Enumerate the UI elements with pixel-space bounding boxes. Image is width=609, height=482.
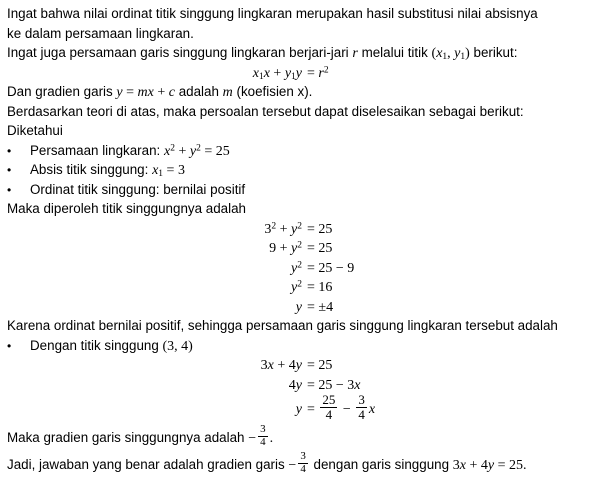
equation-line xyxy=(7,219,609,239)
math-literal: . xyxy=(269,431,274,446)
equation-right-side xyxy=(302,277,332,298)
math-literal: = 3 xyxy=(163,163,185,178)
paragraph-line xyxy=(7,451,609,478)
text-run: ke dalam persamaan lingkaran. xyxy=(7,25,194,41)
subscript: 1 xyxy=(291,71,296,82)
math-variable: x xyxy=(354,377,361,393)
text-run: Maka gradien garis singgungnya adalah xyxy=(7,430,249,445)
math-variable: y xyxy=(291,241,298,256)
text-run: Persamaan lingkaran: xyxy=(30,142,164,158)
text-run: (koefisien x). xyxy=(232,84,313,99)
math-variable: y xyxy=(291,260,298,276)
text-run: melalui titik xyxy=(357,45,432,60)
subscript: 1 xyxy=(460,52,466,62)
equation-line xyxy=(7,258,609,278)
math-variable: y xyxy=(295,358,302,373)
math-variable: c xyxy=(168,85,175,100)
text-run: Ingat juga persamaan garis singgung lingkaran berjari-jari xyxy=(7,45,353,60)
math-variable: x xyxy=(152,163,159,178)
paragraph-line xyxy=(7,82,609,102)
math-literal: = 25 xyxy=(307,221,333,237)
equation-left-side xyxy=(7,277,302,298)
fraction-numerator: 25 xyxy=(322,392,336,408)
math-literal: 9 + xyxy=(269,241,292,256)
math-literal: 3 xyxy=(452,458,460,473)
equation-left-side xyxy=(7,375,302,396)
superscript: 2 xyxy=(297,279,302,290)
equation-left-side xyxy=(7,297,302,318)
math-literal: + xyxy=(269,65,285,81)
bullet-text xyxy=(30,160,185,181)
equation-line xyxy=(7,355,609,375)
math-variable: y xyxy=(116,85,123,100)
fraction-denominator: 4 xyxy=(358,406,365,422)
paragraph-line xyxy=(7,316,609,336)
paragraph-line xyxy=(7,199,609,219)
math-literal: = 25 xyxy=(200,143,230,159)
equation-right-side xyxy=(302,219,332,240)
math-literal: , xyxy=(447,46,455,61)
equation-left-side xyxy=(7,394,302,425)
text-run: Karena ordinat bernilai positif, sehingga persamaan garis singgung lingkaran tersebut adalah xyxy=(7,318,558,333)
math-variable: y xyxy=(295,299,302,315)
fraction-denominator: 4 xyxy=(320,407,337,422)
fraction-numerator: 3 xyxy=(300,450,306,463)
paragraph-line xyxy=(7,424,609,451)
text-run: Absis titik singgung: xyxy=(30,162,153,177)
equation-line xyxy=(7,277,609,297)
text-run: Berdasarkan teori di atas, maka persoalan tersebut dapat diselesaikan sebagai berikut: xyxy=(7,103,524,119)
fraction xyxy=(356,393,367,421)
text-run: Diketahui xyxy=(7,123,63,138)
equation-right-side xyxy=(302,355,332,376)
equation-line xyxy=(7,375,609,395)
math-literal: + xyxy=(153,85,169,100)
text-run: adalah xyxy=(175,84,223,99)
subscript: 1 xyxy=(442,52,448,62)
superscript: 2 xyxy=(196,143,201,153)
math-variable: y xyxy=(295,65,302,81)
subscript: 1 xyxy=(158,169,164,179)
math-variable: y xyxy=(295,402,302,417)
equation-line xyxy=(7,238,609,258)
math-variable: y xyxy=(295,377,302,393)
math-variable: x xyxy=(163,143,171,159)
math-literal: − xyxy=(288,458,297,473)
math-literal: + xyxy=(276,221,292,237)
math-variable: r xyxy=(318,65,324,81)
math-literal: = 25 xyxy=(307,241,333,256)
superscript: 2 xyxy=(271,221,277,231)
paragraph-line xyxy=(7,4,609,24)
paragraph-line xyxy=(7,121,609,141)
math-variable: y xyxy=(284,65,292,81)
equation-line xyxy=(7,394,609,424)
fraction-denominator: 4 xyxy=(300,462,306,475)
bullet-text xyxy=(30,141,230,162)
equation-left-side xyxy=(7,63,302,84)
math-literal: = 25 xyxy=(307,358,333,373)
math-variable: x xyxy=(368,402,376,417)
superscript: 2 xyxy=(170,143,175,153)
bullet-icon: • xyxy=(7,163,12,177)
math-variable: x xyxy=(263,65,270,81)
math-literal: = xyxy=(307,65,319,81)
text-run: dengan garis singgung xyxy=(309,457,453,472)
superscript: 2 xyxy=(297,260,302,270)
math-literal: (3, 4) xyxy=(162,338,193,354)
math-literal: ( xyxy=(431,46,437,61)
bullet-item xyxy=(7,180,609,200)
fraction xyxy=(298,451,308,475)
text-run: Ordinat titik singgung: bernilai positif xyxy=(30,181,246,197)
math-literal: = 25 − 3 xyxy=(307,377,355,393)
math-literal: = ±4 xyxy=(307,299,334,315)
bullet-icon: • xyxy=(7,143,12,158)
math-variable: y xyxy=(454,46,461,61)
math-literal: = 25 − 9 xyxy=(307,260,355,276)
math-literal: = xyxy=(122,85,138,100)
fraction xyxy=(258,424,268,448)
bullet-text xyxy=(30,336,193,357)
math-literal: + 4 xyxy=(273,358,296,373)
math-variable: y xyxy=(291,221,298,237)
math-literal: 3 xyxy=(260,358,268,373)
math-literal: = xyxy=(307,402,319,417)
fraction xyxy=(320,393,337,421)
math-variable: r xyxy=(352,46,358,61)
equation-right-side xyxy=(302,258,354,279)
math-variable: y xyxy=(189,143,197,159)
bullet-text xyxy=(30,180,245,200)
superscript: 2 xyxy=(323,65,329,75)
math-literal: − xyxy=(339,402,355,417)
fraction-numerator: 3 xyxy=(260,423,266,436)
text-run: Ingat bahwa nilai ordinat titik singgung lingkaran merupakan hasil substitusi nilai absisnya xyxy=(7,6,538,21)
math-literal: + xyxy=(174,143,190,159)
text-run: Maka diperoleh titik singgungnya adalah xyxy=(7,201,246,216)
math-variable: mx xyxy=(137,85,154,100)
equation-left-side xyxy=(7,355,302,376)
superscript: 2 xyxy=(297,240,302,251)
equation-left-side xyxy=(7,238,302,259)
math-variable: m xyxy=(222,85,233,100)
bullet-icon: • xyxy=(7,182,12,197)
math-variable: x xyxy=(459,458,466,473)
math-literal: ) xyxy=(465,46,470,61)
equation-line xyxy=(7,297,609,317)
paragraph-line xyxy=(7,24,609,44)
subscript: 1 xyxy=(258,71,264,82)
math-literal: − xyxy=(248,431,257,446)
equation-right-side xyxy=(302,297,333,318)
paragraph-line xyxy=(7,102,609,122)
math-literal: = 25. xyxy=(494,458,527,473)
fraction-denominator: 4 xyxy=(260,435,266,448)
bullet-item xyxy=(7,141,609,161)
math-literal: + 4 xyxy=(465,458,488,473)
paragraph-line xyxy=(7,43,609,63)
equation-left-side xyxy=(7,219,302,240)
bullet-item xyxy=(7,160,609,180)
math-variable: x xyxy=(436,46,443,61)
math-literal: 4 xyxy=(288,377,296,393)
equation-right-side xyxy=(302,63,329,84)
fraction-numerator: 3 xyxy=(358,392,365,408)
text-run: Dan gradien garis xyxy=(7,84,117,99)
math-variable: y xyxy=(487,458,495,473)
bullet-item xyxy=(7,336,609,356)
text-run: Dengan titik singgung xyxy=(30,337,163,353)
math-literal: = 16 xyxy=(307,280,333,295)
math-variable: y xyxy=(291,280,298,295)
text-run: Jadi, jawaban yang benar adalah gradien garis xyxy=(7,457,289,472)
bullet-icon: • xyxy=(7,338,12,353)
equation-left-side xyxy=(7,258,302,279)
math-variable: x xyxy=(267,358,274,373)
equation-right-side xyxy=(302,238,332,259)
text-run: berikut: xyxy=(469,45,518,60)
equation-right-side xyxy=(302,394,375,425)
math-literal: 3 xyxy=(264,221,272,237)
math-variable: x xyxy=(252,65,259,81)
equation-line xyxy=(7,63,609,83)
superscript: 2 xyxy=(297,221,302,231)
